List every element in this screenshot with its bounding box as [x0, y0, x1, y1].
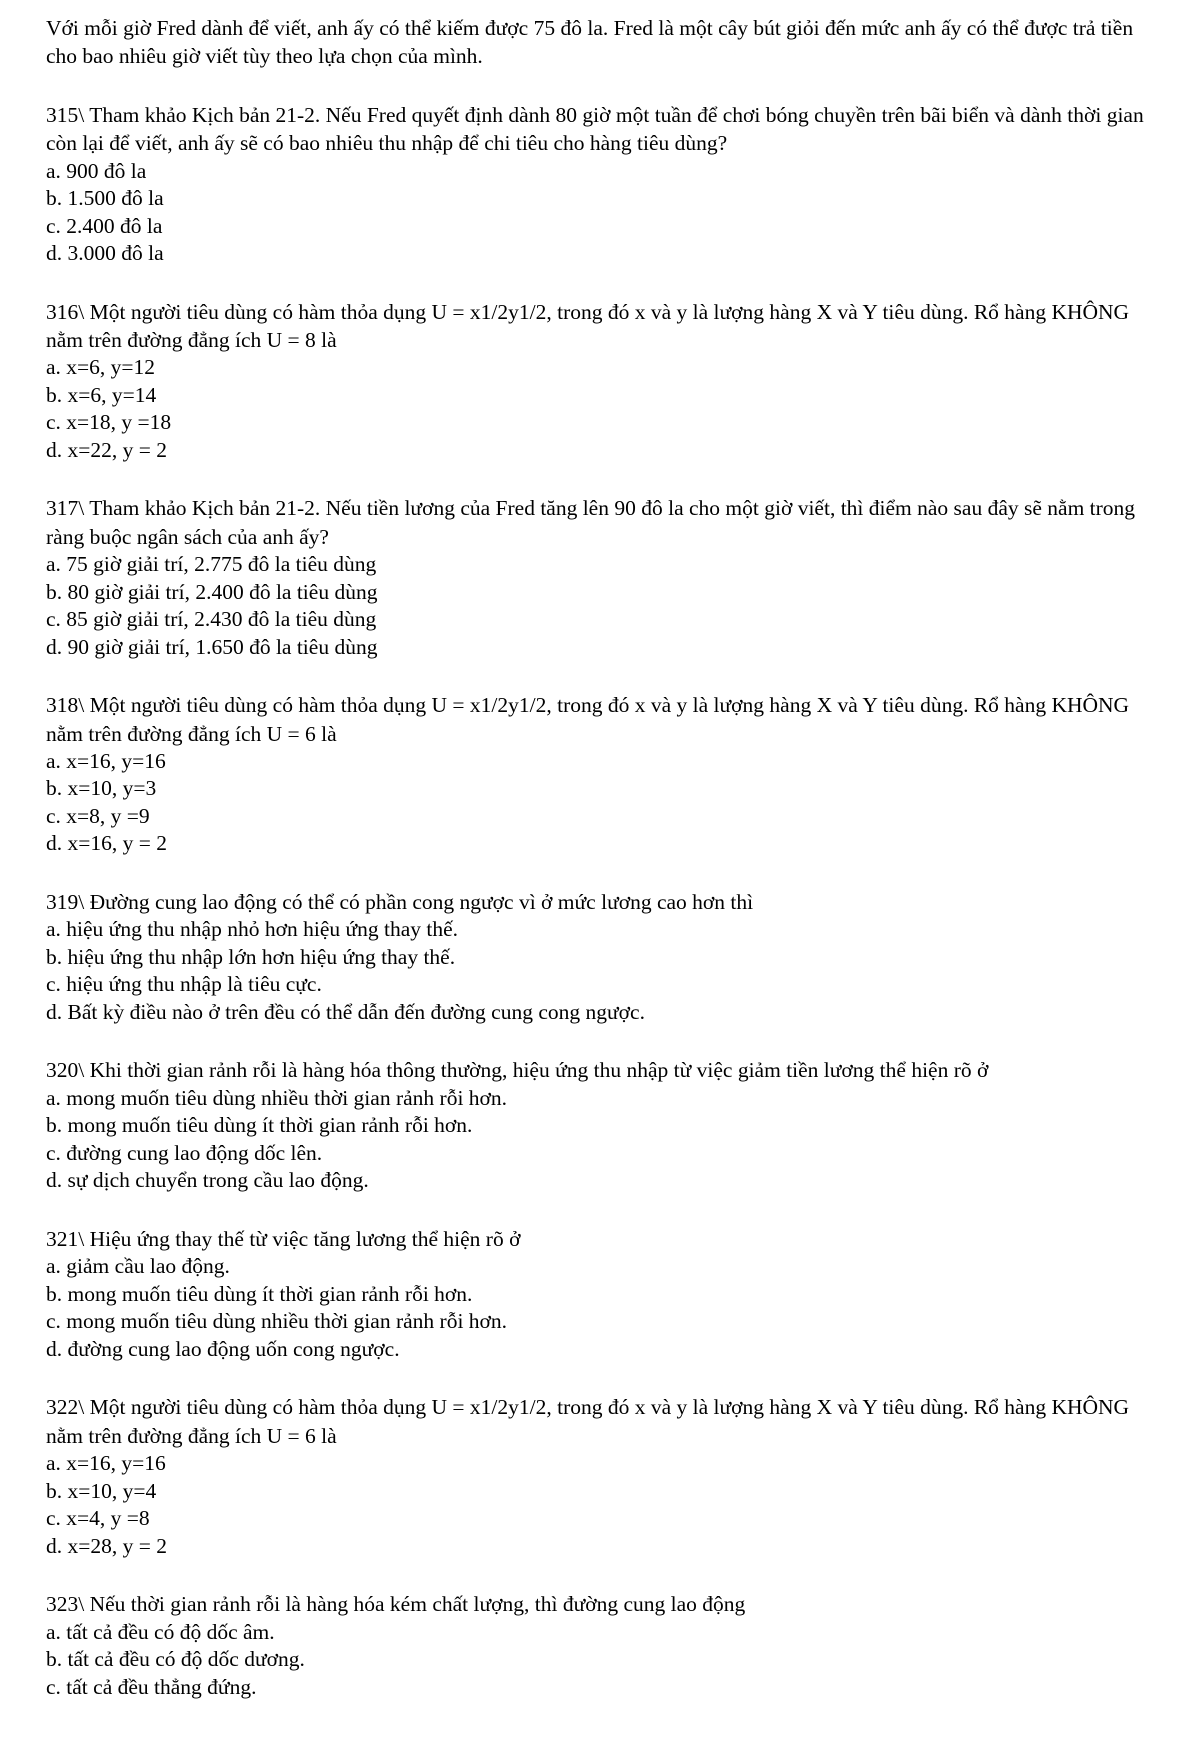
question-block — [46, 1393, 1144, 1560]
choice-item: c. tất cả đều thẳng đứng. — [46, 1674, 257, 1699]
choice-item: d. Bất kỳ điều nào ở trên đều có thể dẫn đến đường cung cong ngược. — [46, 999, 645, 1024]
choice-item: a. mong muốn tiêu dùng nhiều thời gian rảnh rỗi hơn. — [46, 1085, 508, 1110]
question-stem: 316\ Một người tiêu dùng có hàm thỏa dụng U = x1/2y1/2, trong đó x và y là lượng hàng X và Y tiêu dùng. Rổ hàng KHÔNG nằm trên đường đẳng ích U = 8 là — [46, 299, 1130, 352]
choice-list — [46, 1253, 1144, 1363]
question-block — [46, 298, 1144, 465]
question-stem: 320\ Khi thời gian rảnh rỗi là hàng hóa thông thường, hiệu ứng thu nhập từ việc giảm tiền lương thể hiện rõ ở — [46, 1058, 989, 1083]
question-block — [46, 101, 1144, 268]
choice-item: b. tất cả đều có độ dốc dương. — [46, 1647, 305, 1672]
choice-item: c. đường cung lao động dốc lên. — [46, 1140, 323, 1165]
choice-item: d. x=22, y = 2 — [46, 437, 168, 462]
choice-item: b. x=6, y=14 — [46, 382, 157, 407]
question-stem: 317\ Tham khảo Kịch bản 21-2. Nếu tiền lương của Fred tăng lên 90 đô la cho một giờ viết, thì điểm nào sau đây sẽ nằm trong ràng buộc ngân sách của anh ấy? — [46, 496, 1136, 549]
choice-list — [46, 916, 1144, 1026]
choice-item: c. x=8, y =9 — [46, 803, 150, 828]
question-block — [46, 494, 1144, 661]
choice-list — [46, 1085, 1144, 1195]
question-stem: 322\ Một người tiêu dùng có hàm thỏa dụng U = x1/2y1/2, trong đó x và y là lượng hàng X và Y tiêu dùng. Rổ hàng KHÔNG nằm trên đường đẳng ích U = 6 là — [46, 1395, 1130, 1448]
choice-item: c. x=4, y =8 — [46, 1506, 150, 1531]
choice-list — [46, 158, 1144, 268]
choice-list — [46, 551, 1144, 661]
choice-item: b. x=10, y=3 — [46, 776, 157, 801]
choice-item: b. mong muốn tiêu dùng ít thời gian rảnh rỗi hơn. — [46, 1281, 473, 1306]
question-block — [46, 1056, 1144, 1194]
choice-list — [46, 354, 1144, 464]
choice-list — [46, 1619, 1144, 1702]
choice-item: a. giảm cầu lao động. — [46, 1254, 230, 1279]
choice-item: c. mong muốn tiêu dùng nhiều thời gian rảnh rỗi hơn. — [46, 1309, 508, 1334]
choice-item: c. 85 giờ giải trí, 2.430 đô la tiêu dùng — [46, 607, 377, 632]
choice-list — [46, 748, 1144, 858]
choice-item: d. 90 giờ giải trí, 1.650 đô la tiêu dùng — [46, 634, 378, 659]
choice-item: d. x=28, y = 2 — [46, 1533, 168, 1558]
choice-item: a. 900 đô la — [46, 158, 147, 183]
page-bottom-spacer — [46, 1701, 1144, 1705]
question-stem: 319\ Đường cung lao động có thể có phần cong ngược vì ở mức lương cao hơn thì — [46, 890, 754, 914]
question-stem: 321\ Hiệu ứng thay thế từ việc tăng lương thể hiện rõ ở — [46, 1226, 521, 1251]
question-stem: 315\ Tham khảo Kịch bản 21-2. Nếu Fred quyết định dành 80 giờ một tuần để chơi bóng chuyền trên bãi biển và dành thời gian còn lại để viết, anh ấy sẽ có bao nhiêu thu nhập để chi tiêu cho hàng tiêu dùng? — [46, 102, 1144, 156]
choice-item: b. x=10, y=4 — [46, 1478, 157, 1503]
choice-item: b. 80 giờ giải trí, 2.400 đô la tiêu dùng — [46, 579, 378, 604]
question-block — [46, 888, 1144, 1026]
question-block — [46, 691, 1144, 858]
question-block — [46, 1225, 1144, 1363]
choice-item: a. hiệu ứng thu nhập nhỏ hơn hiệu ứng thay thế. — [46, 917, 459, 942]
question-stem: 323\ Nếu thời gian rảnh rỗi là hàng hóa kém chất lượng, thì đường cung lao động — [46, 1592, 746, 1617]
choice-item: c. hiệu ứng thu nhập là tiêu cực. — [46, 972, 322, 997]
choice-item: a. x=16, y=16 — [46, 748, 166, 773]
choice-list — [46, 1450, 1144, 1560]
choice-item: a. x=6, y=12 — [46, 355, 156, 380]
choice-item: b. mong muốn tiêu dùng ít thời gian rảnh rỗi hơn. — [46, 1113, 473, 1138]
choice-item: a. x=16, y=16 — [46, 1451, 166, 1476]
choice-item: d. sự dịch chuyển trong cầu lao động. — [46, 1168, 369, 1193]
choice-item: c. 2.400 đô la — [46, 213, 163, 238]
choice-item: c. x=18, y =18 — [46, 410, 172, 435]
question-stem: 318\ Một người tiêu dùng có hàm thỏa dụng U = x1/2y1/2, trong đó x và y là lượng hàng X và Y tiêu dùng. Rổ hàng KHÔNG nằm trên đường đẳng ích U = 6 là — [46, 693, 1130, 746]
intro-paragraph: Với mỗi giờ Fred dành để viết, anh ấy có thể kiếm được 75 đô la. Fred là một cây bút giỏi đến mức anh ấy có thể được trả tiền cho bao nhiêu giờ viết tùy theo lựa chọn của mình. — [46, 16, 1134, 69]
choice-item: b. hiệu ứng thu nhập lớn hơn hiệu ứng thay thế. — [46, 944, 456, 969]
choice-item: a. 75 giờ giải trí, 2.775 đô la tiêu dùng — [46, 552, 377, 577]
question-block — [46, 1590, 1144, 1705]
choice-item: d. đường cung lao động uốn cong ngược. — [46, 1336, 400, 1361]
choice-item: b. 1.500 đô la — [46, 186, 164, 211]
choice-item: d. x=16, y = 2 — [46, 831, 168, 856]
choice-item: a. tất cả đều có độ dốc âm. — [46, 1619, 275, 1644]
choice-item: d. 3.000 đô la — [46, 241, 164, 266]
